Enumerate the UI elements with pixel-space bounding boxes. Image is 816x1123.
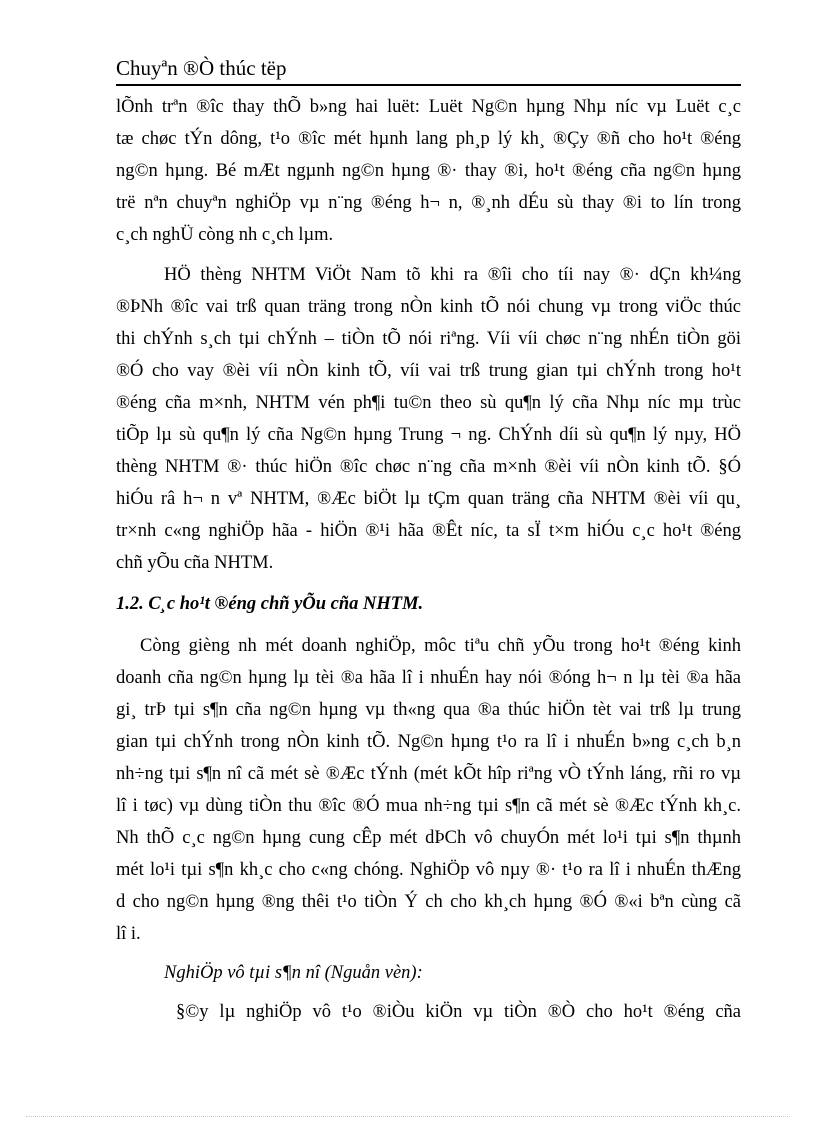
paragraph-line: Còng gièng nh mét doanh nghiÖp, môc tiªu chñ yÕu trong ho¹t ®éng kinh [140, 636, 741, 656]
paragraph-line: thèng NHTM ®· thúc hiÖn ®îc chøc n¨ng cña m×nh ®èi víi nÒn kinh tÕ. §Ó [116, 457, 741, 477]
paragraph-line: c¸ch nghÜ còng nh c¸ch lµm. [116, 225, 334, 245]
paragraph-line: chñ yÕu cña NHTM. [116, 553, 274, 573]
paragraph-line: trë nªn chuyªn nghiÖp vµ n¨ng ®éng h¬ n, ®¸nh dÉu sù thay ®i to lín trong [116, 193, 741, 213]
subsection-heading: NghiÖp vô tµi s¶n nî (Nguån vèn): [164, 963, 423, 983]
paragraph-line: lÕnh trªn ®îc thay thÕ b»ng hai luët: Luët Ng©n hµng Nhµ níc vµ Luët c¸c [116, 97, 741, 117]
paragraph-line: doanh cña ng©n hµng lµ tèi ®a hãa lî i nhuÉn hay nói ®óng h¬ n lµ tèi ®a hãa [116, 668, 741, 688]
paragraph-line: ®éng cña m×nh, NHTM vén ph¶i tu©n theo sù qu¶n lý cña Nhµ níc mµ trùc [116, 393, 741, 413]
paragraph-line: ®ÞNh ®îc vai trß quan träng trong nÒn kinh tÕ nói chung vµ trong viÖc thúc [116, 297, 741, 317]
paragraph-line: hiÓu râ h¬ n vª NHTM, ®Æc biÖt lµ tÇm quan träng cña NHTM ®èi víi qu¸ [116, 489, 741, 509]
paragraph-line: d cho ng©n hµng ®ng thêi t¹o tiÒn Ý ch cho kh¸ch hµng ®Ó ®«i bªn cùng cã [116, 892, 741, 912]
header-title: Chuyªn ®Ò thúc tëp [116, 56, 287, 80]
page-header [116, 52, 741, 86]
paragraph-line: lî i. [116, 924, 141, 944]
paragraph-line: tr×nh c«ng nghiÖp hãa - hiÖn ®¹i hãa ®Êt níc, ta sÏ t×m hiÓu c¸c ho¹t ®éng [116, 521, 741, 541]
page-bottom-divider [26, 1116, 790, 1117]
paragraph-line: nh÷ng tµi s¶n nî cã mét sè ®Æc tÝnh (mét kÕt hîp riªng vÒ tÝnh láng, rñi ro vµ [116, 764, 741, 784]
paragraph-line: gi¸ trÞ tµi s¶n cña ng©n hµng vµ th«ng qua ®a thúc hiÖn tèt vai trß lµ trung [116, 700, 741, 720]
paragraph-line: tæ chøc tÝn dông, t¹o ®îc mét hµnh lang ph¸p lý kh¸ ®Çy ®ñ cho ho¹t ®éng [116, 129, 741, 149]
paragraph-line: ®Ó cho vay ®èi víi nÒn kinh tÕ, víi vai trß trung gian tµi chÝnh trong ho¹t [116, 361, 741, 381]
section-heading: 1.2. C¸c ho¹t ®éng chñ yÕu cña NHTM. [116, 594, 424, 614]
paragraph-line: tiÕp lµ sù qu¶n lý cña Ng©n hµng Trung ¬ ng. ChÝnh díi sù qu¶n lý nµy, HÖ [116, 425, 741, 445]
paragraph-line: §©y lµ nghiÖp vô t¹o ®iÒu kiÖn vµ tiÒn ®Ò cho ho¹t ®éng cña [176, 1002, 741, 1022]
paragraph-line: ng©n hµng. Bé mÆt ngµnh ng©n hµng ®· thay ®i, ho¹t ®éng cña ng©n hµng [116, 161, 741, 181]
paragraph-line: thi chÝnh s¸ch tµi chÝnh – tiÒn tÕ nói riªng. Víi víi chøc n¨ng nhÉn tiÒn göi [116, 329, 741, 349]
paragraph-line: gian tµi chÝnh trong nÒn kinh tÕ. Ng©n hµng t¹o ra lî i nhuÉn b»ng c¸ch b¸n [116, 732, 741, 752]
paragraph-line: mét lo¹i tµi s¶n kh¸c cho c«ng chóng. NghiÖp vô nµy ®· t¹o ra lî i nhuÉn thÆng [116, 860, 741, 880]
paragraph-line: lî i tøc) vµ dùng tiÒn thu ®îc ®Ó mua nh÷ng tµi s¶n cã mét sè ®Æc tÝnh kh¸c. [116, 796, 741, 816]
paragraph-line: Nh thÕ c¸c ng©n hµng cung cÊp mét dÞCh vô chuyÓn mét lo¹i tµi s¶n thµnh [116, 828, 741, 848]
paragraph-line: HÖ thèng NHTM ViÖt Nam tõ khi ra ®îi cho tíi nay ®· dÇn kh¼ng [164, 265, 741, 285]
